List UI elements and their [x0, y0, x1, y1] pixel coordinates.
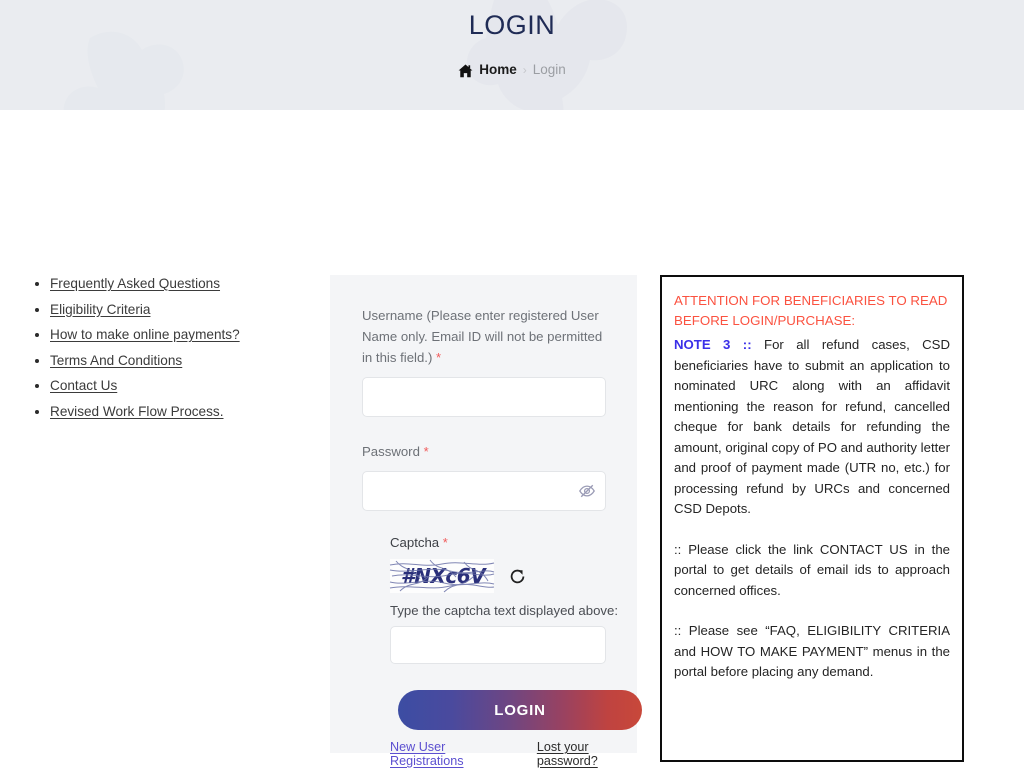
username-input[interactable] [362, 377, 606, 417]
breadcrumb-separator: › [522, 63, 527, 77]
link-contact-us[interactable]: Contact Us [50, 378, 118, 393]
password-input[interactable] [362, 471, 606, 511]
list-item [50, 376, 318, 395]
info-links-list [28, 274, 318, 427]
attention-notice-panel [660, 275, 964, 762]
list-item [50, 351, 318, 370]
notice-heading: ATTENTION FOR BENEFICIARIES TO READ BEFORE LOGIN/PURCHASE: [674, 293, 948, 328]
list-item [50, 325, 318, 344]
list-item [50, 274, 318, 293]
main-content [0, 110, 1024, 768]
captcha-noise-lines [390, 559, 494, 593]
list-item [50, 402, 318, 421]
page-title: LOGIN [468, 10, 556, 40]
captcha-label-text: Captcha [390, 535, 440, 550]
password-label [362, 441, 607, 462]
breadcrumb [0, 62, 1024, 78]
captcha-label [390, 535, 607, 551]
note-body-text: For all refund cases, CSD beneficiaries have to submit an application to nominated URC along with an affidavit mentioning the reason for refund, cancelled cheque for bank details for refunding the amount, original copy of PO and authority letter and proof of payment made (UTR no, etc.) for processing refund by URCs and concerned CSD Depots. [674, 337, 950, 516]
note-tag: NOTE 3 :: [674, 337, 752, 352]
captcha-row [390, 559, 607, 593]
captcha-input[interactable] [390, 626, 606, 664]
page-header [0, 0, 1024, 110]
password-label-text: Password [362, 444, 420, 459]
notice-paragraph-2: :: Please click the link CONTACT US in the portal to get details of email ids to approach concerned offices. [674, 541, 950, 598]
link-eligibility-criteria[interactable]: Eligibility Criteria [50, 301, 151, 317]
header-inner [0, 0, 1024, 78]
home-icon [458, 64, 473, 78]
breadcrumb-home-link[interactable]: Home [479, 62, 517, 77]
password-required-mark: * [423, 444, 429, 459]
link-online-payments[interactable]: How to make online payments? [50, 327, 240, 342]
notice-note-paragraph [674, 335, 950, 520]
lost-password-link[interactable]: Lost your password? [536, 740, 598, 768]
captcha-image-text: #NXc6V [400, 564, 486, 588]
link-terms-and-conditions[interactable]: Terms And Conditions [50, 352, 183, 368]
breadcrumb-current: Login [532, 62, 566, 77]
form-footer-links [390, 740, 650, 768]
link-revised-work-flow-process[interactable]: Revised Work Flow Process. [50, 403, 224, 419]
spacer [362, 417, 607, 441]
captcha-hint: Type the captcha text displayed above: [390, 603, 618, 618]
captcha-required-mark: * [442, 535, 448, 550]
username-required-mark: * [436, 350, 442, 365]
captcha-refresh-icon[interactable] [508, 567, 527, 586]
captcha-block [390, 535, 618, 664]
login-form-panel [330, 275, 637, 768]
login-button[interactable]: LOGIN [398, 690, 642, 730]
new-user-registrations-link[interactable]: New User Registrations [390, 740, 464, 768]
username-label [362, 305, 607, 368]
link-faq[interactable]: Frequently Asked Questions [50, 276, 221, 291]
username-label-text: Username (Please enter registered User Name only. Email ID will not be permitted in this field.) [362, 308, 603, 365]
notice-paragraph-3: :: Please see “FAQ, ELIGIBILITY CRITERIA and HOW TO MAKE PAYMENT” menus in the portal before placing any demand. [674, 623, 950, 679]
password-field-wrapper [362, 471, 606, 511]
captcha-image [390, 559, 494, 593]
list-item [50, 300, 318, 319]
eye-off-icon[interactable] [578, 482, 596, 500]
